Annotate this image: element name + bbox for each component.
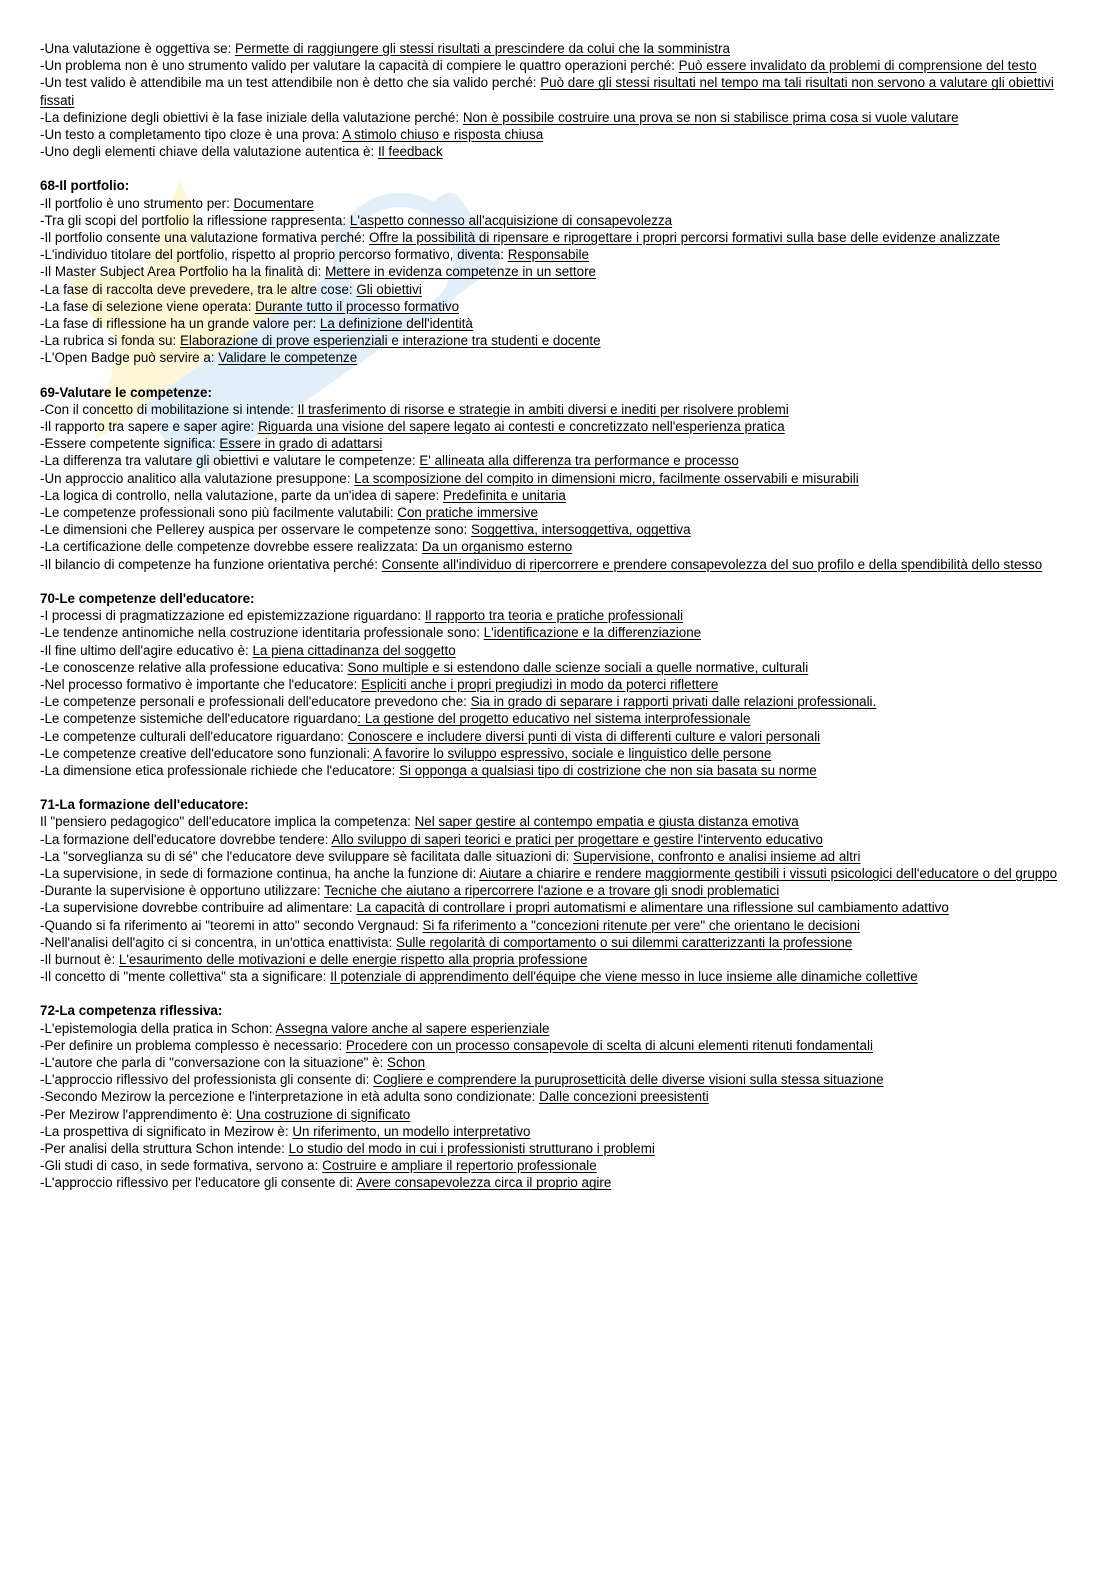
answer-text: Il feedback [377, 144, 443, 160]
answer-text: Supervisione, confronto e analisi insieme ad altri [573, 848, 861, 864]
question-text: -Tra gli scopi del portfolio la riflessione rappresenta: [40, 212, 350, 228]
question-item [40, 74, 1080, 108]
question-item [40, 917, 1080, 934]
question-text: -Un problema non è uno strumento valido per valutare la capacità di compiere le quattro operazioni perché: [40, 58, 679, 74]
question-item [40, 848, 1080, 865]
answer-text: Può dare gli stessi risultati nel tempo ma tali risultati non servono a valutare gli obiettivi fissati [40, 75, 1054, 108]
question-item [40, 212, 1080, 229]
answer-text: Lo studio del modo in cui i professionisti strutturano i problemi [288, 1140, 655, 1156]
question-item [40, 659, 1080, 676]
answer-text: La capacità di controllare i propri automatismi e alimentare una riflessione sul cambiamento adattivo [356, 900, 949, 916]
answer-text: Dalle concezioni preesistenti [539, 1089, 709, 1105]
answer-text: Un riferimento, un modello interpretativo [292, 1123, 531, 1139]
question-item [40, 882, 1080, 899]
question-item [40, 298, 1080, 315]
question-text: -La fase di riflessione ha un grande valore per: [40, 316, 320, 332]
question-text: -La logica di controllo, nella valutazione, parte da un'idea di sapere: [40, 487, 444, 503]
section-title: 69-Valutare le competenze: [40, 384, 212, 400]
question-text: -La "sorveglianza su di sé" che l'educatore deve sviluppare sè facilitata dalle situazioni di: [40, 848, 574, 864]
answer-text: Può essere invalidato da problemi di comprensione del testo [678, 58, 1037, 74]
question-item [40, 487, 1080, 504]
answer-text: Consente all'individuo di ripercorrere e prendere consapevolezza del suo profilo e della spendibilità dello stesso [381, 556, 1043, 572]
answer-text: Avere consapevolezza circa il proprio agire [356, 1175, 612, 1191]
answer-text: Il potenziale di apprendimento dell'équipe che viene messo in luce insieme alle dinamiche collettive [330, 969, 918, 985]
question-item [40, 813, 1080, 830]
question-item [40, 556, 1080, 573]
question-text: -Le conoscenze relative alla professione educativa: [40, 659, 348, 675]
answer-text: Da un organismo esterno [421, 539, 573, 555]
answer-text: Allo sviluppo di saperi teorici e pratici per progettare e gestire l'intervento educativo [331, 831, 823, 847]
question-text: -Un testo a completamento tipo cloze è una prova: [40, 127, 343, 143]
question-item [40, 1140, 1080, 1157]
question-text: -Le competenze sistemiche dell'educatore riguardano [40, 711, 358, 727]
question-item [40, 1088, 1080, 1105]
answer-text: Responsabile [507, 247, 589, 263]
question-item [40, 538, 1080, 555]
answer-text: Una costruzione di significato [236, 1106, 411, 1122]
answer-text: Mettere in evidenza competenze in un settore [325, 264, 597, 280]
answer-text: Assegna valore anche al sapere esperienziale [275, 1020, 550, 1036]
question-item [40, 762, 1080, 779]
question-item [40, 951, 1080, 968]
question-text: -Per analisi della struttura Schon intende: [40, 1140, 289, 1156]
question-text: -Le competenze creative dell'educatore sono funzionali: [40, 745, 374, 761]
question-text: -Il burnout è: [40, 951, 119, 967]
question-text: -L'approccio riflessivo del professionista gli consente di: [40, 1072, 374, 1088]
question-item [40, 676, 1080, 693]
question-text: Il "pensiero pedagogico" dell'educatore implica la competenza: [40, 814, 415, 830]
question-item [40, 332, 1080, 349]
question-item [40, 1020, 1080, 1037]
question-text: -Le competenze culturali dell'educatore riguardano: [40, 728, 348, 744]
answer-text: Predefinita e unitaria [443, 487, 566, 503]
question-text: -Le competenze personali e professionali dell'educatore prevedono che: [40, 694, 471, 710]
question-item [40, 418, 1080, 435]
answer-text: Conoscere e includere diversi punti di vista di differenti culture e valori personali [347, 728, 821, 744]
question-text: -Il concetto di "mente collettiva" sta a significare: [40, 969, 331, 985]
answer-text: Elaborazione di prove esperienziali e interazione tra studenti e docente [179, 333, 601, 349]
question-item [40, 281, 1080, 298]
question-text: -Uno degli elementi chiave della valutazione autentica è: [40, 144, 378, 160]
question-text: -Un approccio analitico alla valutazione presuppone: [40, 470, 355, 486]
question-text: -Il rapporto tra sapere e saper agire: [40, 419, 259, 435]
question-text: -Quando si fa riferimento ai "teoremi in atto" secondo Vergnaud: [40, 917, 423, 933]
question-item [40, 1054, 1080, 1071]
answer-text: Si opponga a qualsiasi tipo di costrizione che non sia basata su norme [399, 762, 817, 778]
question-text: -Nell'analisi dell'agito ci si concentra, in un'ottica enattivista: [40, 934, 397, 950]
question-item [40, 401, 1080, 418]
question-text: -Secondo Mezirow la percezione e l'interpretazione in età adulta sono condizionate: [40, 1089, 540, 1105]
question-item [40, 315, 1080, 332]
answer-text: Con pratiche immersive [397, 505, 538, 521]
answer-text: Nel saper gestire al contempo empatia e giusta distanza emotiva [414, 814, 799, 830]
answer-text: Riguarda una visione del sapere legato ai contesti e concretizzato nell'esperienza pratica [258, 419, 785, 435]
question-item [40, 968, 1080, 985]
answer-text: Permette di raggiungere gli stessi risultati a prescindere da colui che la somministra [235, 41, 730, 56]
answer-text: Essere in grado di adattarsi [219, 436, 383, 452]
answer-text: A favorire lo sviluppo espressivo, sociale e linguistico delle persone [373, 745, 772, 761]
question-item [40, 728, 1080, 745]
question-item [40, 470, 1080, 487]
answer-text: Documentare [233, 195, 314, 211]
question-item [40, 143, 1080, 160]
question-item [40, 624, 1080, 641]
question-text: -La formazione dell'educatore dovrebbe tendere: [40, 831, 332, 847]
question-text: -Le dimensioni che Pellerey auspica per osservare le competenze sono: [40, 522, 471, 538]
question-text: -La supervisione dovrebbe contribuire ad alimentare: [40, 900, 357, 916]
question-text: -I processi di pragmatizzazione ed epistemizzazione riguardano: [40, 608, 425, 624]
question-item [40, 521, 1080, 538]
question-item [40, 504, 1080, 521]
section-title: 68-Il portfolio: [40, 178, 130, 194]
question-item [40, 1071, 1080, 1088]
question-item [40, 109, 1080, 126]
question-text: -Le competenze professionali sono più facilmente valutabili: [40, 505, 398, 521]
question-item [40, 899, 1080, 916]
section-title: 72-La competenza riflessiva: [40, 1003, 223, 1019]
question-item [40, 1174, 1080, 1191]
question-text: -Il portfolio consente una valutazione formativa perché: [40, 230, 369, 246]
question-text: -Il portfolio è uno strumento per: [40, 195, 234, 211]
question-item [40, 710, 1080, 727]
question-item [40, 1037, 1080, 1054]
answer-text: Sia in grado di separare i rapporti privati dalle relazioni professionali. [470, 694, 877, 710]
answer-text: : La gestione del progetto educativo nel sistema interprofessionale [357, 711, 751, 727]
section-title: 71-La formazione dell'educatore: [40, 797, 249, 813]
answer-text: La scomposizione del compito in dimensioni micro, facilmente osservabili e misurabili [354, 470, 859, 486]
question-text: -La definizione degli obiettivi è la fase iniziale della valutazione perché: [40, 109, 463, 125]
question-item [40, 1157, 1080, 1174]
section-title: 70-Le competenze dell'educatore: [40, 590, 255, 606]
question-text: -Il Master Subject Area Portfolio ha la finalità di: [40, 264, 326, 280]
question-text: -L'individuo titolare del portfolio, rispetto al proprio percorso formativo, diventa: [40, 247, 508, 263]
answer-text: Il rapporto tra teoria e pratiche professionali [424, 608, 684, 624]
answer-text: Gli obiettivi [356, 281, 422, 297]
question-text: -La certificazione delle competenze dovrebbe essere realizzata: [40, 539, 422, 555]
question-text: -Un test valido è attendibile ma un test attendibile non è detto che sia valido perché: [40, 75, 541, 91]
question-item [40, 263, 1080, 280]
question-item [40, 229, 1080, 246]
question-text: -La fase di selezione viene operata: [40, 298, 256, 314]
document-body [40, 40, 1080, 1192]
question-text: -La supervisione, in sede di formazione continua, ha anche la funzione di: [40, 865, 480, 881]
question-item [40, 745, 1080, 762]
question-item [40, 126, 1080, 143]
question-item [40, 1106, 1080, 1123]
question-item [40, 934, 1080, 951]
question-text: -Durante la supervisione è opportuno utilizzare: [40, 883, 325, 899]
question-item [40, 40, 1080, 57]
answer-text: A stimolo chiuso e risposta chiusa [342, 127, 544, 143]
question-item [40, 642, 1080, 659]
answer-text: Sono multiple e si estendono dalle scienze sociali a quelle normative, culturali [347, 659, 809, 675]
question-text: -L'autore che parla di "conversazione con la situazione" è: [40, 1054, 388, 1070]
question-item [40, 865, 1080, 882]
answer-text: L'aspetto connesso all'acquisizione di consapevolezza [349, 212, 673, 228]
answer-text: Offre la possibilità di ripensare e riprogettare i propri percorsi formativi sulla base delle evidenze analizzate [369, 230, 1000, 246]
answer-text: Non è possibile costruire una prova se non si stabilisce prima cosa si vuole valutare [462, 109, 959, 125]
question-text: -Il bilancio di competenze ha funzione orientativa perché: [40, 556, 382, 572]
answer-text: Espliciti anche i propri pregiudizi in modo da poterci riflettere [361, 676, 719, 692]
answer-text: Aiutare a chiarire e rendere maggiormente gestibili i vissuti psicologici dell'educatore o del gruppo [479, 865, 1058, 881]
answer-text: L'esaurimento delle motivazioni e delle energie rispetto alla propria professione [118, 951, 588, 967]
question-text: -Essere competente significa: [40, 436, 220, 452]
question-text: -Per definire un problema complesso è necessario: [40, 1037, 346, 1053]
question-text: -Nel processo formativo è importante che l'educatore: [40, 676, 362, 692]
question-item [40, 452, 1080, 469]
question-item [40, 831, 1080, 848]
question-text: -L'epistemologia della pratica in Schon: [40, 1020, 276, 1036]
answer-text: L'identificazione e la differenziazione [483, 625, 702, 641]
question-text: -La fase di raccolta deve prevedere, tra le altre cose: [40, 281, 357, 297]
question-text: -Il fine ultimo dell'agire educativo è: [40, 642, 253, 658]
answer-text: Durante tutto il processo formativo [255, 298, 460, 314]
answer-text: Tecniche che aiutano a ripercorrere l'azione e a trovare gli snodi problematici [324, 883, 780, 899]
question-text: -La rubrica si fonda su: [40, 333, 180, 349]
answer-text: Soggettiva, intersoggettiva, oggettiva [470, 522, 691, 538]
question-text: -La prospettiva di significato in Mezirow è: [40, 1123, 293, 1139]
question-text: -Con il concetto di mobilitazione si intende: [40, 401, 298, 417]
question-item [40, 435, 1080, 452]
answer-text: Validare le competenze [218, 350, 358, 366]
question-text: -L'Open Badge può servire a: [40, 350, 219, 366]
answer-text: Il trasferimento di risorse e strategie in ambiti diversi e inediti per risolvere problemi [297, 401, 789, 417]
answer-text: Si fa riferimento a "concezioni ritenute per vere" che orientano le decisioni [422, 917, 860, 933]
answer-text: Costruire e ampliare il repertorio professionale [322, 1158, 597, 1174]
answer-text: Procedere con un processo consapevole di scelta di alcuni elementi ritenuti fondamentali [345, 1037, 873, 1053]
question-text: -Gli studi di caso, in sede formativa, servono a: [40, 1158, 323, 1174]
answer-text: Cogliere e comprendere la puruprosetticità delle diverse visioni sulla stessa situazione [373, 1072, 884, 1088]
question-text: -Le tendenze antinomiche nella costruzione identitaria professionale sono: [40, 625, 484, 641]
answer-text: E' allineata alla differenza tra performance e processo [419, 453, 739, 469]
question-item [40, 57, 1080, 74]
question-text: -Per Mezirow l'apprendimento è: [40, 1106, 237, 1122]
question-item [40, 246, 1080, 263]
question-text: -Una valutazione è oggettiva se: [40, 41, 236, 56]
question-text: -La differenza tra valutare gli obiettivi e valutare le competenze: [40, 453, 420, 469]
question-text: -L'approccio riflessivo per l'educatore gli consente di: [40, 1175, 357, 1191]
answer-text: Sulle regolarità di comportamento o sui dilemmi caratterizzanti la professione [396, 934, 853, 950]
answer-text: La piena cittadinanza del soggetto [252, 642, 456, 658]
answer-text: La definizione dell'identità [319, 316, 473, 332]
answer-text: Schon [387, 1054, 426, 1070]
question-item [40, 693, 1080, 710]
question-item [40, 607, 1080, 624]
question-item [40, 1123, 1080, 1140]
question-item [40, 349, 1080, 366]
question-text: -La dimensione etica professionale richiede che l'educatore: [40, 762, 400, 778]
question-item [40, 195, 1080, 212]
